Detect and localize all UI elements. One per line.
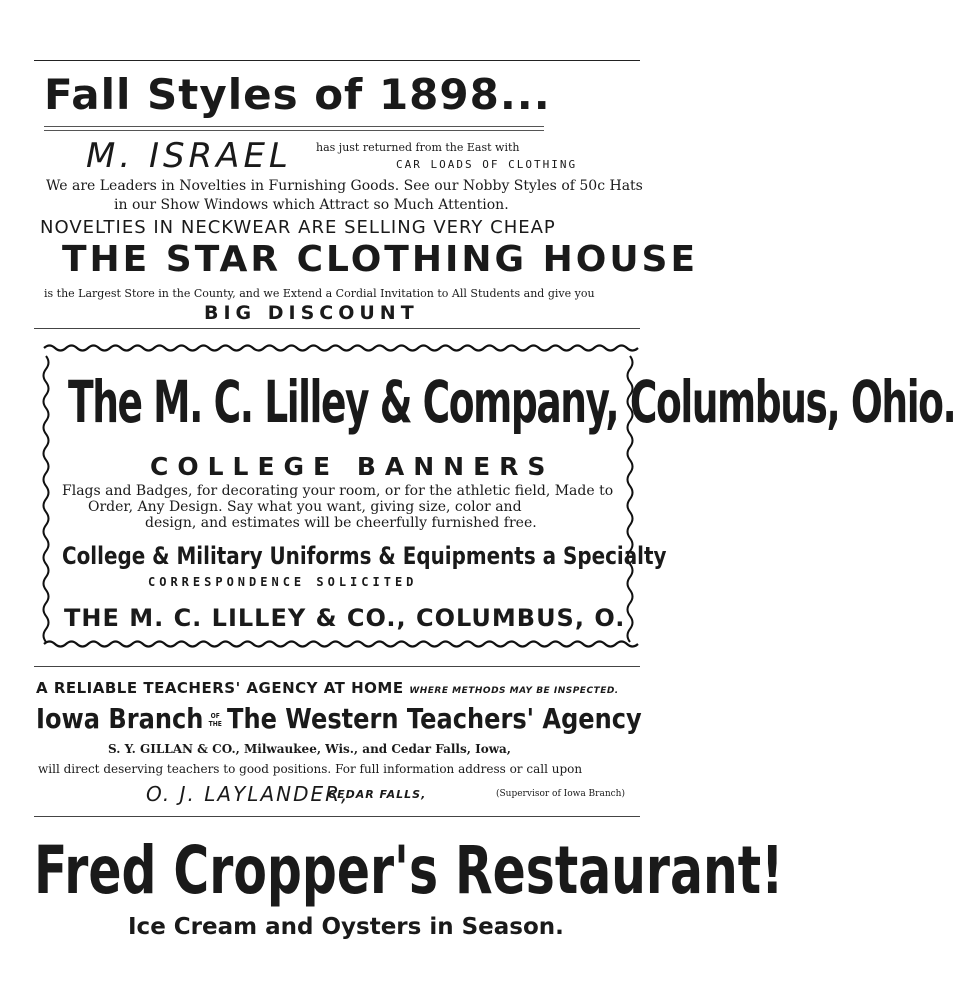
iowa-branch-line [36,702,642,735]
fall-styles-title: Fall Styles of 1898... [44,70,551,119]
largest-store-line: is the Largest Store in the County, and we Extend a Cordial Invitation to All Students and give you [44,287,595,300]
lilley-address: THE M. C. LILLEY & CO., COLUMBUS, O. [64,604,626,632]
merchant-name: M. ISRAEL [86,136,292,176]
store-name: THE STAR CLOTHING HOUSE [62,239,699,280]
section-divider-1 [34,328,640,329]
the-word: THE [208,720,222,728]
correspondence-solicited: CORRESPONDENCE SOLICITED [148,575,418,589]
car-loads-text: CAR LOADS OF CLOTHING [396,158,578,171]
of-word: OF [210,712,220,720]
lilley-headline: The M. C. Lilley & Company, Columbus, Ohio. [68,368,955,436]
returned-note: has just returned from the East with [316,141,520,154]
reliable-main: A RELIABLE TEACHERS' AGENCY AT HOME [36,679,404,697]
restaurant-tagline: Ice Cream and Oysters in Season. [128,914,564,940]
section-divider-2 [34,666,640,667]
top-rule [34,60,640,61]
section-divider-3 [34,816,640,817]
gillan-line: S. Y. GILLAN & CO., Milwaukee, Wis., and Cedar Falls, Iowa, [108,742,511,756]
big-discount: BIG DISCOUNT [204,302,419,324]
college-banners: COLLEGE BANNERS [150,452,555,481]
leaders-line-2: in our Show Windows which Attract so Much Attention. [114,197,509,213]
leaders-line-1: We are Leaders in Novelties in Furnishing Goods. See our Nobby Styles of 50c Hats [46,178,643,194]
title-underline-2 [44,130,544,131]
contact-role: (Supervisor of Iowa Branch) [496,789,625,799]
reliable-subtext: WHERE METHODS MAY BE INSPECTED. [409,686,619,696]
flags-line-2: Order, Any Design. Say what you want, giving size, color and [88,499,522,515]
title-underline [44,126,544,127]
contact-city: CEDAR FALLS, [328,788,427,801]
of-the [209,712,222,728]
contact-name: O. J. LAYLANDER, [146,782,350,806]
flags-line-1: Flags and Badges, for decorating your room, or for the athletic field, Made to [62,483,614,499]
restaurant-name: Fred Cropper's Restaurant! [34,832,784,909]
western-agency: The Western Teachers' Agency [227,702,642,735]
iowa-branch: Iowa Branch [36,702,204,735]
uniforms-line: College & Military Uniforms & Equipments a Specialty [62,542,667,570]
neckwear-line: NOVELTIES IN NECKWEAR ARE SELLING VERY CHEAP [40,217,556,238]
reliable-agency-line [36,679,619,697]
flags-line-3: design, and estimates will be cheerfully furnished free. [145,515,537,531]
deserving-line: will direct deserving teachers to good positions. For full information address or call upon [38,762,583,776]
